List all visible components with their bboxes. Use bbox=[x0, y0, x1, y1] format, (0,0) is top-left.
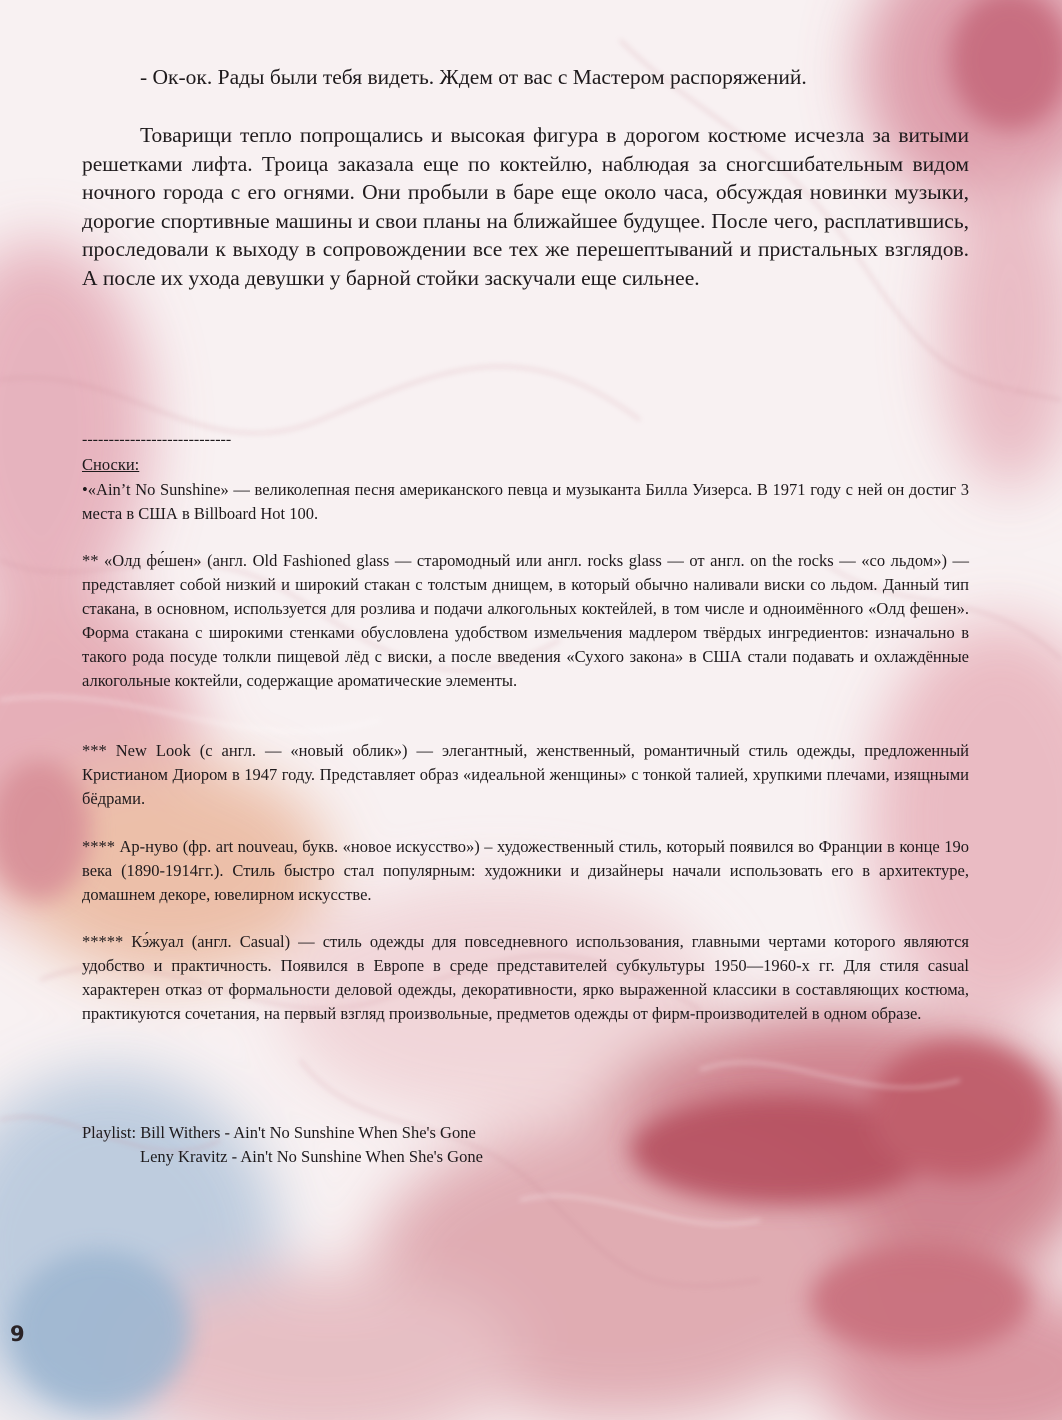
playlist-line-1: Playlist: Bill Withers - Ain't No Sunshine When She's Gone bbox=[82, 1123, 476, 1142]
dialogue-line: - Ок-ок. Рады были тебя видеть. Ждем от вас с Мастером распоряжений. bbox=[140, 65, 807, 89]
footnote-2: ** «Олд фе́шен» (англ. Old Fashioned glass — старомодный или англ. rocks glass — от англ. on the rocks — «со льдом») — представляет собой низкий и широкий стакан с толстым днищем, в который обычно наливали виски со льдом. Данный тип стакана, в основном, используется для розлива и подачи алкогольных коктейлей, в том числе и одноимённого «Олд фешен». Форма стакана с широкими стенками обусловлена удобством измельчения мадлером твёрдых ингредиентов: изначально в такого рода посуде толкли пищевой лёд с виски, а после введения «Сухого закона» в США стали подавать и охлаждённые алкогольные коктейли, содержащие ароматические элементы. bbox=[82, 551, 969, 690]
story-paragraph: Товарищи тепло попрощались и высокая фигура в дорогом костюме исчезла за витыми решетками лифта. Троица заказала еще по коктейлю, наблюдая за сногсшибательным видом ночного города с его огнями. Они пробыли в баре еще около часа, обсуждая новинки музыки, дорогие спортивные машины и свои планы на ближайшее будущее. После чего, расплатившись, проследовали к выходу в сопровождении все тех же перешептываний и пристальных взглядов. А после их ухода девушки у барной стойки заскучали еще сильнее. bbox=[82, 123, 969, 290]
footnote-separator: ---------------------------- bbox=[82, 431, 232, 448]
footnote-4: **** Ар-нуво (фр. art nouveau, букв. «новое искусство») – художественный стиль, который появился во Франции в конце 19о века (1890-1914гг.). Стиль быстро стал популярным: художники и дизайнеры начали использовать его в архитектуре, домашнем декоре, ювелирном искусстве. bbox=[82, 837, 969, 904]
footnote-3: *** New Look (с англ. — «новый облик») — элегантный, женственный, романтичный стиль одежды, предложенный Кристианом Диором в 1947 году. Представляет образ «идеальной женщины» с тонкой талией, хрупкими плечами, изящными бёдрами. bbox=[82, 741, 969, 808]
page-number: 9 bbox=[10, 1322, 25, 1346]
footnote-5: ***** Кэ́жуал (англ. Casual) — стиль одежды для повседневного использования, главными чертами которого являются удобство и практичность. Появился в Европе в среде представителей субкультуры 1950—1960-х гг. Для стиля casual характерен отказ от формальности деловой одежды, декоративности, ярко выраженной классики в составляющих костюма, практикуются сочетания, на первый взгляд произвольные, предметов одежды от фирм-производителей в одном образе. bbox=[82, 932, 969, 1023]
playlist-line-2: Leny Kravitz - Ain't No Sunshine When She's Gone bbox=[140, 1147, 483, 1166]
footnote-1: •«Ain’t No Sunshine» — великолепная песня американского певца и музыканта Билла Уизерса. В 1971 году с ней он достиг 3 места в США в Billboard Hot 100. bbox=[82, 480, 969, 523]
footnotes-heading: Сноски: bbox=[82, 455, 140, 474]
playlist bbox=[82, 1121, 483, 1169]
